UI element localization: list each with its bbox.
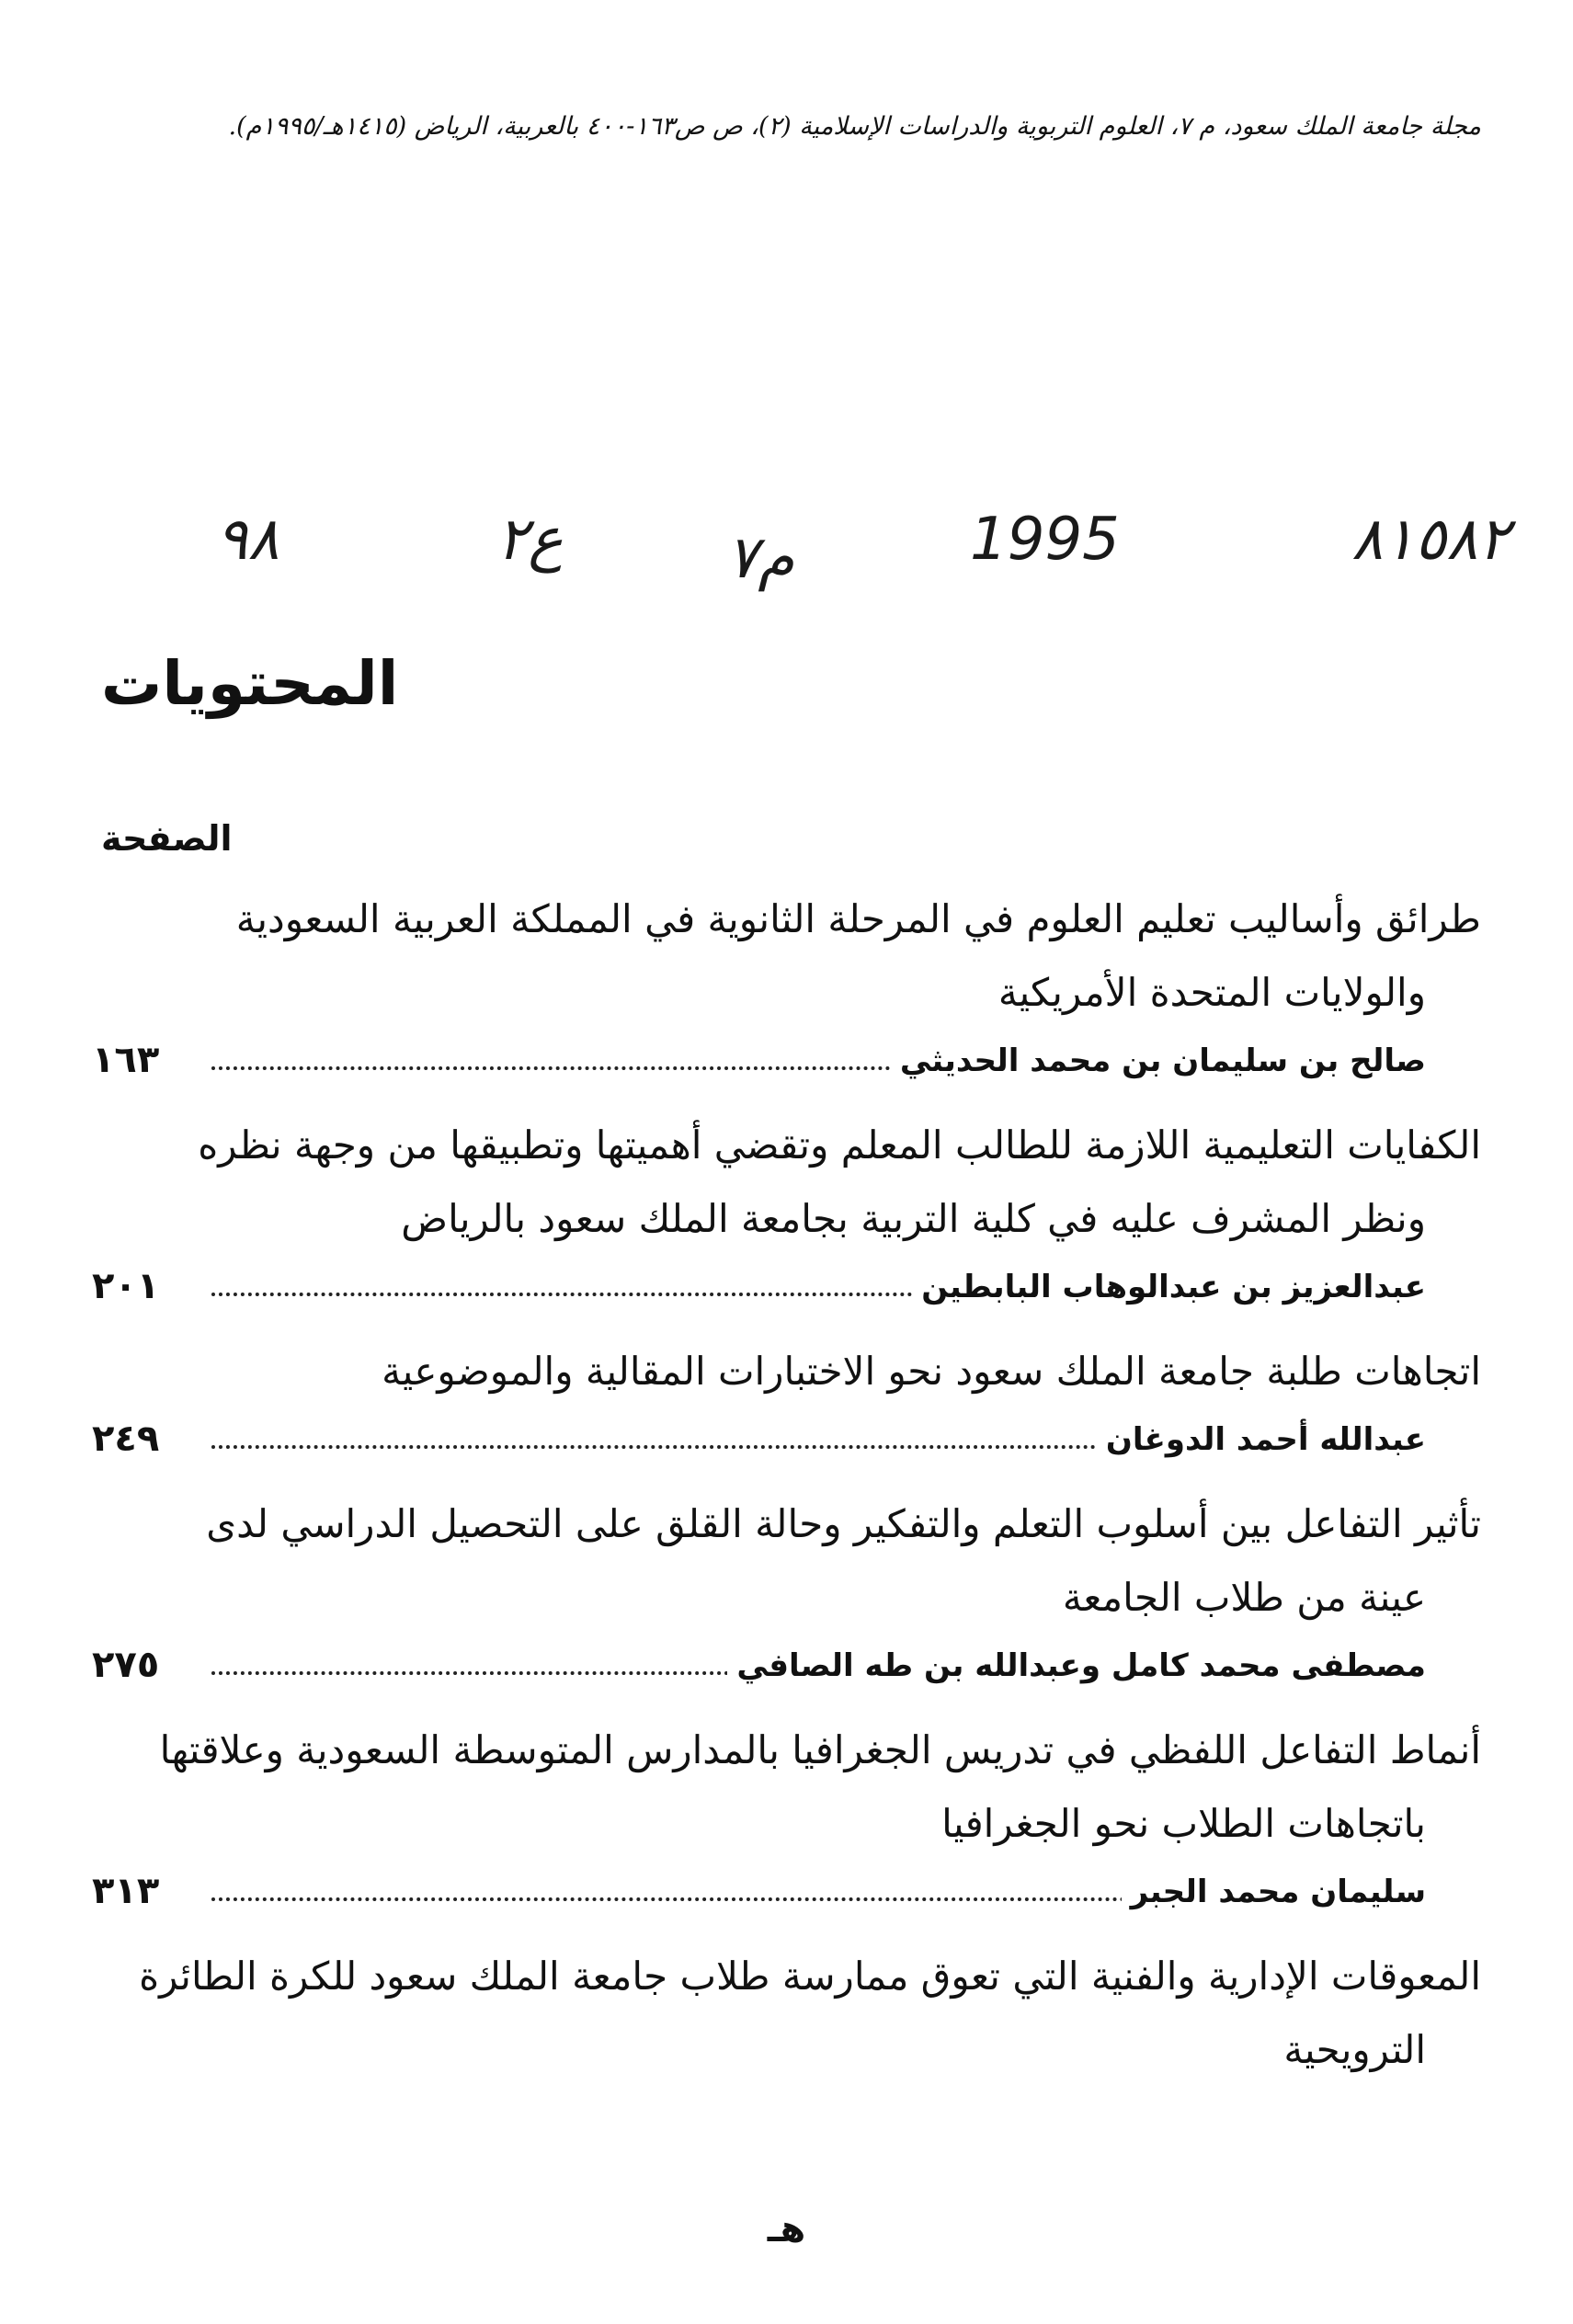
handwritten-note-volume: م٧ xyxy=(726,524,794,592)
entry-author: عبدالعزيز بن عبدالوهاب البابطين xyxy=(912,1269,1426,1305)
entry-page-number: ٢٠١ xyxy=(92,1265,166,1307)
entry-page-number: ١٦٣ xyxy=(92,1039,166,1081)
entry-title-line: ونظر المشرف عليه في كلية التربية بجامعة الملك سعود بالرياض xyxy=(401,1196,1426,1241)
entry-author: عبدالله أحمد الدوغان xyxy=(1097,1421,1426,1458)
table-of-contents xyxy=(92,883,1481,2087)
entry-title-line: تأثير التفاعل بين أسلوب التعلم والتفكير وحالة القلق على التحصيل الدراسي لدى xyxy=(206,1501,1481,1546)
entry-title-line: عينة من طلاب الجامعة xyxy=(1062,1575,1426,1620)
page-column-label: الصفحة xyxy=(101,818,233,859)
handwritten-note-number: ٩٨ xyxy=(216,506,279,574)
entry-title-line: المعوقات الإدارية والفنية التي تعوق ممارسة طلاب جامعة الملك سعود للكرة الطائرة xyxy=(139,1954,1481,1999)
entry-title-line: أنماط التفاعل اللفظي في تدريس الجغرافيا بالمدارس المتوسطة السعودية وعلاقتها xyxy=(159,1727,1481,1772)
entry-author: سليمان محمد الجبر xyxy=(1122,1874,1426,1910)
toc-entry xyxy=(92,1335,1481,1487)
journal-citation: مجلة جامعة الملك سعود، م ٧، العلوم التربوية والدراسات الإسلامية (٢)، ص ص١٦٣-٤٠٠ بالعربية، الرياض (١٤١٥هـ/١٩٩٥م). xyxy=(228,112,1481,141)
entry-author-row xyxy=(92,1635,1481,1714)
toc-entry xyxy=(92,1487,1481,1714)
handwritten-note-id: ٨١٥٨٢ xyxy=(1351,506,1510,574)
contents-title: المحتويات xyxy=(101,648,399,719)
entry-title-line: اتجاهات طلبة جامعة الملك سعود نحو الاختبارات المقالية والموضوعية xyxy=(382,1349,1481,1394)
entry-author-row xyxy=(92,1861,1481,1940)
entry-title-line: والولايات المتحدة الأمريكية xyxy=(997,970,1426,1015)
handwritten-note-issue: ع٢ xyxy=(496,506,564,574)
entry-page-number: ٢٤٩ xyxy=(92,1418,166,1460)
entry-title-line: طرائق وأساليب تعليم العلوم في المرحلة الثانوية في المملكة العربية السعودية xyxy=(235,896,1481,941)
entry-author: صالح بن سليمان بن محمد الحديثي xyxy=(891,1042,1426,1079)
entry-title-line: باتجاهات الطلاب نحو الجغرافيا xyxy=(941,1801,1426,1846)
entry-author-row xyxy=(92,1256,1481,1335)
toc-entry xyxy=(92,1940,1481,2087)
entry-page-number: ٣١٣ xyxy=(92,1870,166,1912)
toc-entry xyxy=(92,883,1481,1109)
toc-entry xyxy=(92,1714,1481,1940)
entry-page-number: ٢٧٥ xyxy=(92,1644,166,1686)
handwritten-note-year: 1995 xyxy=(970,506,1120,574)
entry-title-line: الترويحية xyxy=(1283,2027,1426,2072)
entry-author-row xyxy=(92,1408,1481,1487)
entry-author-row xyxy=(92,1030,1481,1109)
entry-author: مصطفى محمد كامل وعبدالله بن طه الصافي xyxy=(727,1647,1426,1684)
toc-entry xyxy=(92,1109,1481,1335)
page-marker: هـ xyxy=(767,2208,806,2250)
entry-title-line: الكفايات التعليمية اللازمة للطالب المعلم وتقضي أهميتها وتطبيقها من وجهة نظره xyxy=(198,1122,1481,1168)
